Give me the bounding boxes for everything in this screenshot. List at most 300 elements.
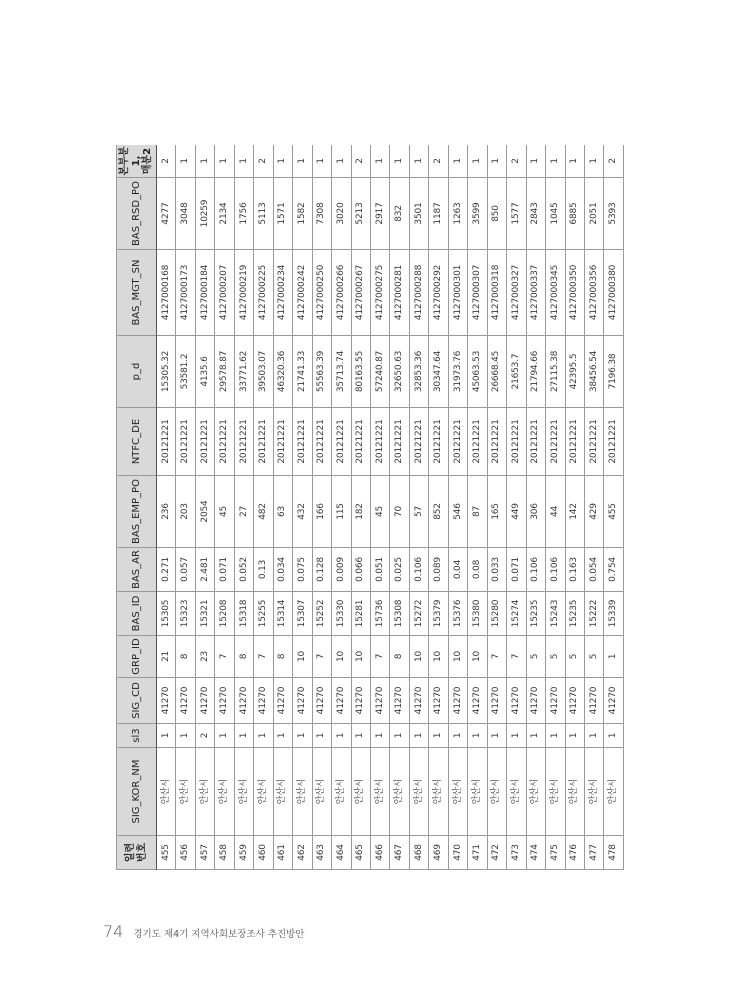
- table-cell: 456: [176, 836, 195, 870]
- table-row: [215, 145, 234, 870]
- table-cell: 안산시: [429, 748, 448, 836]
- column-header: GRP_ID: [117, 636, 157, 678]
- table-cell: 15339: [604, 592, 624, 636]
- table-cell: 3599: [468, 178, 487, 250]
- table-cell: 15305.32: [157, 336, 176, 408]
- table-cell: 4127000184: [195, 250, 214, 336]
- table-cell: 0.052: [234, 548, 253, 592]
- table-cell: 41270: [390, 678, 409, 724]
- table-cell: 3501: [409, 178, 428, 250]
- table-cell: 1: [390, 724, 409, 748]
- table-cell: 안산시: [604, 748, 624, 836]
- table-cell: 10: [468, 636, 487, 678]
- table-cell: 10: [293, 636, 312, 678]
- table-cell: 0.009: [332, 548, 351, 592]
- table-cell: 41270: [370, 678, 389, 724]
- table-cell: 115: [332, 476, 351, 548]
- data-table: [116, 145, 624, 870]
- table-cell: 1: [176, 724, 195, 748]
- table-cell: 안산시: [468, 748, 487, 836]
- table-cell: 20121221: [448, 408, 467, 476]
- table-cell: 1: [234, 724, 253, 748]
- table-cell: 15281: [351, 592, 370, 636]
- table-cell: 1: [176, 145, 195, 178]
- table-cell: 안산시: [409, 748, 428, 836]
- table-cell: 2054: [195, 476, 214, 548]
- table-cell: 1187: [429, 178, 448, 250]
- table-cell: 10: [429, 636, 448, 678]
- table-cell: 45: [215, 476, 234, 548]
- table-cell: 15736: [370, 592, 389, 636]
- table-cell: 1: [293, 724, 312, 748]
- table-cell: 41270: [468, 678, 487, 724]
- table-cell: 460: [254, 836, 273, 870]
- table-cell: 안산시: [370, 748, 389, 836]
- table-cell: 15314: [273, 592, 292, 636]
- table-cell: 15380: [468, 592, 487, 636]
- table-cell: 7: [507, 636, 526, 678]
- table-cell: 4127000275: [370, 250, 389, 336]
- table-cell: 20121221: [312, 408, 331, 476]
- table-cell: 1: [487, 145, 506, 178]
- table-cell: 4127000337: [526, 250, 545, 336]
- table-cell: 0.754: [604, 548, 624, 592]
- table-cell: 20121221: [273, 408, 292, 476]
- table-cell: 46320.36: [273, 336, 292, 408]
- table-row: [448, 145, 467, 870]
- table-cell: 20121221: [195, 408, 214, 476]
- table-cell: 안산시: [487, 748, 506, 836]
- table-cell: 41270: [312, 678, 331, 724]
- table-cell: 1: [584, 145, 603, 178]
- table-cell: 1: [468, 724, 487, 748]
- column-header: BAS_ID: [117, 592, 157, 636]
- table-rotation-frame: [116, 145, 624, 870]
- table-cell: 470: [448, 836, 467, 870]
- table-cell: 1263: [448, 178, 467, 250]
- table-cell: 0.075: [293, 548, 312, 592]
- table-cell: 안산시: [526, 748, 545, 836]
- table-cell: 15222: [584, 592, 603, 636]
- table-cell: 471: [468, 836, 487, 870]
- table-cell: 5: [526, 636, 545, 678]
- table-cell: 20121221: [487, 408, 506, 476]
- table-cell: 455: [157, 836, 176, 870]
- table-cell: 4127000292: [429, 250, 448, 336]
- table-cell: 2.481: [195, 548, 214, 592]
- table-cell: 4127000288: [409, 250, 428, 336]
- table-cell: 안산시: [546, 748, 565, 836]
- table-cell: 15280: [487, 592, 506, 636]
- table-row: [468, 145, 487, 870]
- table-cell: 852: [429, 476, 448, 548]
- table-cell: 20121221: [584, 408, 603, 476]
- page-footer: [103, 922, 304, 944]
- table-cell: 0.025: [390, 548, 409, 592]
- table-cell: 41270: [546, 678, 565, 724]
- table-row: [429, 145, 448, 870]
- table-cell: 20121221: [293, 408, 312, 476]
- table-cell: 안산시: [176, 748, 195, 836]
- table-cell: 안산시: [507, 748, 526, 836]
- table-cell: 20121221: [332, 408, 351, 476]
- table-cell: 45: [370, 476, 389, 548]
- table-cell: 166: [312, 476, 331, 548]
- table-cell: 2051: [584, 178, 603, 250]
- table-cell: 1: [448, 724, 467, 748]
- table-cell: 459: [234, 836, 253, 870]
- table-cell: 1: [429, 724, 448, 748]
- table-cell: 0.034: [273, 548, 292, 592]
- table-cell: 7196.38: [604, 336, 624, 408]
- table-cell: 4127000318: [487, 250, 506, 336]
- table-cell: 7: [215, 636, 234, 678]
- table-cell: 1: [234, 145, 253, 178]
- table-row: [157, 145, 176, 870]
- table-cell: 182: [351, 476, 370, 548]
- table-cell: 15330: [332, 592, 351, 636]
- table-cell: 21794.66: [526, 336, 545, 408]
- table-cell: 2: [157, 145, 176, 178]
- table-cell: 80163.55: [351, 336, 370, 408]
- table-cell: 8: [390, 636, 409, 678]
- table-cell: 236: [157, 476, 176, 548]
- table-cell: 15307: [293, 592, 312, 636]
- table-cell: 6885: [565, 178, 584, 250]
- table-cell: 31973.76: [448, 336, 467, 408]
- table-cell: 20121221: [546, 408, 565, 476]
- table-cell: 1: [351, 724, 370, 748]
- table-cell: 15235: [565, 592, 584, 636]
- table-row: [351, 145, 370, 870]
- table-cell: 15321: [195, 592, 214, 636]
- table-cell: 1: [604, 724, 624, 748]
- table-cell: 4135.6: [195, 336, 214, 408]
- table-row: [604, 145, 624, 870]
- table-cell: 468: [409, 836, 428, 870]
- table-cell: 0.054: [584, 548, 603, 592]
- table-cell: 안산시: [312, 748, 331, 836]
- table-cell: 20121221: [565, 408, 584, 476]
- table-cell: 1: [215, 724, 234, 748]
- table-cell: 455: [604, 476, 624, 548]
- table-row: [507, 145, 526, 870]
- table-cell: 475: [546, 836, 565, 870]
- table-cell: 1: [546, 145, 565, 178]
- table-cell: 안산시: [351, 748, 370, 836]
- table-cell: 1: [487, 724, 506, 748]
- table-cell: 20121221: [468, 408, 487, 476]
- table-cell: 21653.7: [507, 336, 526, 408]
- table-cell: 4127000219: [234, 250, 253, 336]
- column-header: BAS_MGT_SN: [117, 250, 157, 336]
- table-cell: 1: [409, 145, 428, 178]
- table-cell: 462: [293, 836, 312, 870]
- table-cell: 10: [351, 636, 370, 678]
- table-cell: 20121221: [370, 408, 389, 476]
- table-cell: 467: [390, 836, 409, 870]
- table-cell: 1: [332, 724, 351, 748]
- table-cell: 41270: [565, 678, 584, 724]
- table-cell: 4127000307: [468, 250, 487, 336]
- table-row: [234, 145, 253, 870]
- table-cell: 안산시: [448, 748, 467, 836]
- table-cell: 0.106: [526, 548, 545, 592]
- table-cell: 안산시: [215, 748, 234, 836]
- table-cell: 4127000327: [507, 250, 526, 336]
- table-cell: 1: [507, 724, 526, 748]
- table-cell: 474: [526, 836, 545, 870]
- table-cell: 7: [370, 636, 389, 678]
- table-cell: 1756: [234, 178, 253, 250]
- column-header: SIG_KOR_NM: [117, 748, 157, 836]
- table-cell: 5113: [254, 178, 273, 250]
- column-header: SIG_CD: [117, 678, 157, 724]
- table-row: [409, 145, 428, 870]
- table-cell: 15376: [448, 592, 467, 636]
- table-cell: 10259: [195, 178, 214, 250]
- table-cell: 0.071: [507, 548, 526, 592]
- table-cell: 4127000356: [584, 250, 603, 336]
- table-cell: 20121221: [157, 408, 176, 476]
- table-cell: 안산시: [254, 748, 273, 836]
- table-cell: 20121221: [409, 408, 428, 476]
- page-number: 74: [103, 922, 124, 941]
- column-header: BAS_RSD_PO: [117, 178, 157, 250]
- table-cell: 20121221: [604, 408, 624, 476]
- table-cell: 41270: [332, 678, 351, 724]
- column-header: 일련 번호: [117, 836, 157, 870]
- table-row: [584, 145, 603, 870]
- table-cell: 41270: [215, 678, 234, 724]
- table-cell: 15235: [526, 592, 545, 636]
- table-cell: 20121221: [429, 408, 448, 476]
- table-cell: 2: [351, 145, 370, 178]
- table-cell: 27115.38: [546, 336, 565, 408]
- table-cell: 20121221: [351, 408, 370, 476]
- table-cell: 안산시: [332, 748, 351, 836]
- table-cell: 1: [215, 145, 234, 178]
- table-cell: 0.051: [370, 548, 389, 592]
- table-cell: 30347.64: [429, 336, 448, 408]
- table-cell: 4127000207: [215, 250, 234, 336]
- table-cell: 5213: [351, 178, 370, 250]
- table-cell: 1: [526, 145, 545, 178]
- table-cell: 1571: [273, 178, 292, 250]
- table-cell: 0.04: [448, 548, 467, 592]
- table-cell: 464: [332, 836, 351, 870]
- table-cell: 42395.5: [565, 336, 584, 408]
- table-cell: 1: [604, 636, 624, 678]
- table-cell: 41270: [293, 678, 312, 724]
- header-row: [117, 145, 157, 870]
- table-cell: 482: [254, 476, 273, 548]
- table-cell: 463: [312, 836, 331, 870]
- table-cell: 41270: [409, 678, 428, 724]
- table-cell: 432: [293, 476, 312, 548]
- table-cell: 87: [468, 476, 487, 548]
- table-cell: 1: [370, 145, 389, 178]
- table-cell: 4127000173: [176, 250, 195, 336]
- table-cell: 41270: [351, 678, 370, 724]
- table-cell: 0.106: [546, 548, 565, 592]
- table-cell: 1: [584, 724, 603, 748]
- table-cell: 20121221: [526, 408, 545, 476]
- table-cell: 5: [546, 636, 565, 678]
- table-cell: 안산시: [293, 748, 312, 836]
- column-header: BAS_AR: [117, 548, 157, 592]
- column-header: 본부분1, 매분2: [117, 145, 157, 178]
- table-cell: 20121221: [390, 408, 409, 476]
- table-cell: 1: [293, 145, 312, 178]
- table-cell: 15255: [254, 592, 273, 636]
- table-cell: 0.163: [565, 548, 584, 592]
- table-row: [526, 145, 545, 870]
- table-cell: 1: [565, 724, 584, 748]
- table-cell: 0.057: [176, 548, 195, 592]
- table-cell: 15274: [507, 592, 526, 636]
- table-cell: 306: [526, 476, 545, 548]
- column-header: NTFC_DE: [117, 408, 157, 476]
- table-cell: 4277: [157, 178, 176, 250]
- table-cell: 2: [429, 145, 448, 178]
- table-cell: 안산시: [273, 748, 292, 836]
- table-cell: 457: [195, 836, 214, 870]
- table-cell: 203: [176, 476, 195, 548]
- table-cell: 41270: [584, 678, 603, 724]
- table-cell: 70: [390, 476, 409, 548]
- table-cell: 20121221: [234, 408, 253, 476]
- table-cell: 57: [409, 476, 428, 548]
- table-cell: 41270: [273, 678, 292, 724]
- table-cell: 4127000234: [273, 250, 292, 336]
- table-cell: 15272: [409, 592, 428, 636]
- table-cell: 15323: [176, 592, 195, 636]
- table-cell: 165: [487, 476, 506, 548]
- table-cell: 832: [390, 178, 409, 250]
- table-cell: 41270: [234, 678, 253, 724]
- table-cell: 5: [565, 636, 584, 678]
- table-cell: 1: [157, 724, 176, 748]
- table-cell: 10: [448, 636, 467, 678]
- table-cell: 15208: [215, 592, 234, 636]
- table-cell: 4127000380: [604, 250, 624, 336]
- table-cell: 15305: [157, 592, 176, 636]
- table-cell: 15308: [390, 592, 409, 636]
- table-cell: 23: [195, 636, 214, 678]
- table-cell: 1: [448, 145, 467, 178]
- table-cell: 469: [429, 836, 448, 870]
- rotated-table-region: [116, 145, 624, 870]
- table-cell: 546: [448, 476, 467, 548]
- table-cell: 1: [332, 145, 351, 178]
- table-cell: 안산시: [157, 748, 176, 836]
- table-cell: 1: [409, 724, 428, 748]
- table-cell: 21: [157, 636, 176, 678]
- table-cell: 0.271: [157, 548, 176, 592]
- table-cell: 461: [273, 836, 292, 870]
- table-cell: 20121221: [254, 408, 273, 476]
- table-cell: 7: [312, 636, 331, 678]
- table-row: [370, 145, 389, 870]
- table-cell: 15243: [546, 592, 565, 636]
- table-cell: 4127000225: [254, 250, 273, 336]
- table-cell: 1: [390, 145, 409, 178]
- table-cell: 0.13: [254, 548, 273, 592]
- table-cell: 429: [584, 476, 603, 548]
- table-cell: 27: [234, 476, 253, 548]
- table-cell: 4127000168: [157, 250, 176, 336]
- table-cell: 41270: [526, 678, 545, 724]
- table-cell: 4127000267: [351, 250, 370, 336]
- table-cell: 20121221: [176, 408, 195, 476]
- table-cell: 안산시: [584, 748, 603, 836]
- table-cell: 5393: [604, 178, 624, 250]
- table-cell: 4127000350: [565, 250, 584, 336]
- table-cell: 0.066: [351, 548, 370, 592]
- table-cell: 10: [409, 636, 428, 678]
- table-cell: 4127000266: [332, 250, 351, 336]
- table-cell: 477: [584, 836, 603, 870]
- table-cell: 1: [273, 145, 292, 178]
- table-cell: 1582: [293, 178, 312, 250]
- table-cell: 0.071: [215, 548, 234, 592]
- footer-document-title: 경기도 제4기 지역사회보장조사 추진방안: [133, 929, 305, 940]
- table-cell: 1: [312, 724, 331, 748]
- table-cell: 2: [604, 145, 624, 178]
- table-cell: 21741.33: [293, 336, 312, 408]
- table-cell: 473: [507, 836, 526, 870]
- table-cell: 1: [195, 145, 214, 178]
- table-cell: 850: [487, 178, 506, 250]
- table-row: [293, 145, 312, 870]
- table-cell: 0.128: [312, 548, 331, 592]
- table-cell: 466: [370, 836, 389, 870]
- table-cell: 63: [273, 476, 292, 548]
- table-cell: 2917: [370, 178, 389, 250]
- table-cell: 449: [507, 476, 526, 548]
- table-cell: 38456.54: [584, 336, 603, 408]
- table-cell: 3048: [176, 178, 195, 250]
- table-row: [254, 145, 273, 870]
- table-cell: 55563.39: [312, 336, 331, 408]
- table-cell: 472: [487, 836, 506, 870]
- table-cell: 458: [215, 836, 234, 870]
- table-cell: 53581.2: [176, 336, 195, 408]
- table-row: [195, 145, 214, 870]
- table-cell: 476: [565, 836, 584, 870]
- table-cell: 33771.62: [234, 336, 253, 408]
- table-row: [273, 145, 292, 870]
- table-cell: 465: [351, 836, 370, 870]
- table-cell: 41270: [176, 678, 195, 724]
- table-row: [546, 145, 565, 870]
- table-cell: 7: [487, 636, 506, 678]
- table-cell: 1: [312, 145, 331, 178]
- table-cell: 안산시: [390, 748, 409, 836]
- table-cell: 8: [234, 636, 253, 678]
- table-cell: 0.089: [429, 548, 448, 592]
- table-cell: 4127000281: [390, 250, 409, 336]
- table-cell: 1: [254, 724, 273, 748]
- table-cell: 0.033: [487, 548, 506, 592]
- table-cell: 41270: [157, 678, 176, 724]
- table-cell: 1045: [546, 178, 565, 250]
- table-cell: 39503.07: [254, 336, 273, 408]
- table-cell: 41270: [254, 678, 273, 724]
- table-cell: 2: [254, 145, 273, 178]
- table-cell: 41270: [429, 678, 448, 724]
